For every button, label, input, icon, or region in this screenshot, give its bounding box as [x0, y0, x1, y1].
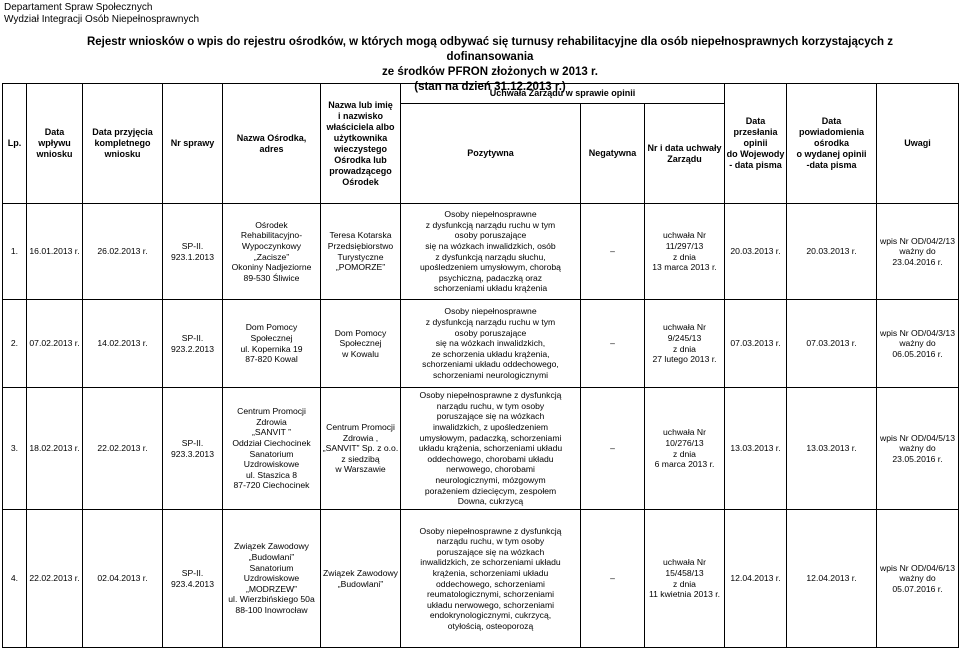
- col-header-nazwa-osrodka: Nazwa Ośrodka, adres: [223, 84, 321, 204]
- col-header-nr-sprawy: Nr sprawy: [163, 84, 223, 204]
- cell-uchwala: uchwała Nr 15/458/13 z dnia 11 kwietnia 2013 r.: [645, 510, 725, 648]
- cell-data-przyjecia: 26.02.2013 r.: [83, 204, 163, 300]
- cell-wlasciciel: Centrum Promocji Zdrowia , „SANVIT” Sp. z o.o. z siedzibą w Warszawie: [321, 388, 401, 510]
- cell-uwagi: wpis Nr OD/04/5/13 ważny do 23.05.2016 r.: [877, 388, 959, 510]
- page-header: [4, 2, 199, 26]
- cell-lp: 3.: [3, 388, 27, 510]
- cell-data-przyjecia: 14.02.2013 r.: [83, 300, 163, 388]
- cell-nr-sprawy: SP-II. 923.2.2013: [163, 300, 223, 388]
- cell-data-przyjecia: 02.04.2013 r.: [83, 510, 163, 648]
- cell-wlasciciel: Teresa Kotarska Przedsiębiorstwo Turystyczne „POMORZE”: [321, 204, 401, 300]
- cell-pozytywna: Osoby niepełnosprawne z dysfunkcją narządu ruchu w tym osoby poruszające się na wózkach inwalidzkich, ze schorzenia układu krążenia, schorzeniami układu oddechowego, schorzeniami neurologicznymi: [401, 300, 581, 388]
- cell-data-powiadomienia: 12.04.2013 r.: [787, 510, 877, 648]
- cell-nr-sprawy: SP-II. 923.4.2013: [163, 510, 223, 648]
- cell-negatywna: –: [581, 388, 645, 510]
- col-header-data-powiadomienia: Data powiadomienia ośrodka o wydanej opinii -data pisma: [787, 84, 877, 204]
- col-header-pozytywna: Pozytywna: [401, 104, 581, 204]
- title-line-2: ze środków PFRON złożonych w 2013 r.: [381, 66, 598, 78]
- table-row: [3, 510, 959, 648]
- col-header-uchwala-group: Uchwała Zarządu w sprawie opinii: [401, 84, 725, 104]
- col-header-wlasciciel: Nazwa lub imię i nazwisko właściciela albo użytkownika wieczystego Ośrodka lub prowadzącego Ośrodek: [321, 84, 401, 204]
- cell-negatywna: –: [581, 300, 645, 388]
- cell-data-wplywu: 22.02.2013 r.: [27, 510, 83, 648]
- title-line-1: Rejestr wniosków o wpis do rejestru ośrodków, w których mogą odbywać się turnusy rehabilitacyjne dla osób niepełnosprawnych korzystających z dofinansowania: [86, 36, 894, 63]
- cell-osrodek: Ośrodek Rehabilitacyjno- Wypoczynkowy „Zacisze” Okoniny Nadjeziorne 89-530 Śliwice: [223, 204, 321, 300]
- table-row: [3, 388, 959, 510]
- cell-wlasciciel: Dom Pomocy Społecznej w Kowalu: [321, 300, 401, 388]
- title-line-3: (stan na dzień 31.12.2013 r.): [414, 81, 566, 93]
- cell-wlasciciel: Związek Zawodowy „Budowlani”: [321, 510, 401, 648]
- cell-osrodek: Związek Zawodowy „Budowlani” Sanatorium Uzdrowiskowe „MODRZEW” ul. Wierzbińskiego 50a 88-100 Inowrocław: [223, 510, 321, 648]
- cell-negatywna: –: [581, 204, 645, 300]
- col-header-negatywna: Negatywna: [581, 104, 645, 204]
- cell-data-wplywu: 07.02.2013 r.: [27, 300, 83, 388]
- col-header-uwagi: Uwagi: [877, 84, 959, 204]
- cell-data-powiadomienia: 07.03.2013 r.: [787, 300, 877, 388]
- cell-uwagi: wpis Nr OD/04/6/13 ważny do 05.07.2016 r.: [877, 510, 959, 648]
- cell-uchwala: uchwała Nr 9/245/13 z dnia 27 lutego 2013 r.: [645, 300, 725, 388]
- cell-data-powiadomienia: 20.03.2013 r.: [787, 204, 877, 300]
- cell-osrodek: Centrum Promocji Zdrowia „SANVIT ” Oddział Ciechocinek Sanatorium Uzdrowiskowe ul. Staszica 8 87-720 Ciechocinek: [223, 388, 321, 510]
- cell-data-powiadomienia: 13.03.2013 r.: [787, 388, 877, 510]
- division-name: Wydział Integracji Osób Niepełnosprawnych: [4, 14, 199, 25]
- table-row: [3, 300, 959, 388]
- cell-data-przeslania: 20.03.2013 r.: [725, 204, 787, 300]
- col-header-nr-uchwaly: Nr i data uchwały Zarządu: [645, 104, 725, 204]
- cell-data-przeslania: 13.03.2013 r.: [725, 388, 787, 510]
- cell-negatywna: –: [581, 510, 645, 648]
- cell-lp: 2.: [3, 300, 27, 388]
- cell-uchwala: uchwała Nr 10/276/13 z dnia 6 marca 2013 r.: [645, 388, 725, 510]
- cell-pozytywna: Osoby niepełnosprawne z dysfunkcją narządu ruchu w tym osoby poruszające się na wózkach inwalidzkich, osób z dysfunkcją narządu słuchu, upośledzeniem umysłowym, chorobą psychiczną, padaczką oraz schorzeniami układu krążenia: [401, 204, 581, 300]
- header-row-1: [3, 84, 959, 104]
- cell-lp: 4.: [3, 510, 27, 648]
- cell-nr-sprawy: SP-II. 923.3.2013: [163, 388, 223, 510]
- cell-data-przeslania: 07.03.2013 r.: [725, 300, 787, 388]
- cell-data-przeslania: 12.04.2013 r.: [725, 510, 787, 648]
- cell-nr-sprawy: SP-II. 923.1.2013: [163, 204, 223, 300]
- cell-uchwala: uchwała Nr 11/297/13 z dnia 13 marca 2013 r.: [645, 204, 725, 300]
- cell-data-wplywu: 18.02.2013 r.: [27, 388, 83, 510]
- register-table: [2, 83, 959, 648]
- table-row: [3, 204, 959, 300]
- cell-lp: 1.: [3, 204, 27, 300]
- cell-pozytywna: Osoby niepełnosprawne z dysfunkcją narządu ruchu, w tym osoby poruszające się na wózkach inwalidzkich, ze schorzeniami układu krążenia, schorzeniami układu oddechowego, schorzeniami reumatologicznymi, schorzeniami układu nerwowego, schorzeniami endokrynologicznymi, cukrzycą, otyłością, osteoporozą: [401, 510, 581, 648]
- cell-data-przyjecia: 22.02.2013 r.: [83, 388, 163, 510]
- cell-uwagi: wpis Nr OD/04/3/13 ważny do 06.05.2016 r.: [877, 300, 959, 388]
- col-header-data-przyjecia: Data przyjęcia kompletnego wniosku: [83, 84, 163, 204]
- col-header-lp: Lp.: [3, 84, 27, 204]
- cell-uwagi: wpis Nr OD/04/2/13 ważny do 23.04.2016 r.: [877, 204, 959, 300]
- col-header-data-wplywu: Data wpływu wniosku: [27, 84, 83, 204]
- cell-osrodek: Dom Pomocy Społecznej ul. Kopernika 19 87-820 Kowal: [223, 300, 321, 388]
- cell-pozytywna: Osoby niepełnosprawne z dysfunkcją narządu ruchu, w tym osoby poruszające się na wózkach inwalidzkich, z upośledzeniem umysłowym, padaczką, schorzeniami układu krążenia, schorzeniami układu oddechowego, chorobami układu nerwowego, chorobami neurologicznymi, mózgowym porażeniem dziecięcym, zespołem Downa, cukrzycą: [401, 388, 581, 510]
- department-name: Departament Spraw Społecznych: [4, 2, 153, 13]
- col-header-data-przeslania: Data przesłania opinii do Wojewody - data pisma: [725, 84, 787, 204]
- cell-data-wplywu: 16.01.2013 r.: [27, 204, 83, 300]
